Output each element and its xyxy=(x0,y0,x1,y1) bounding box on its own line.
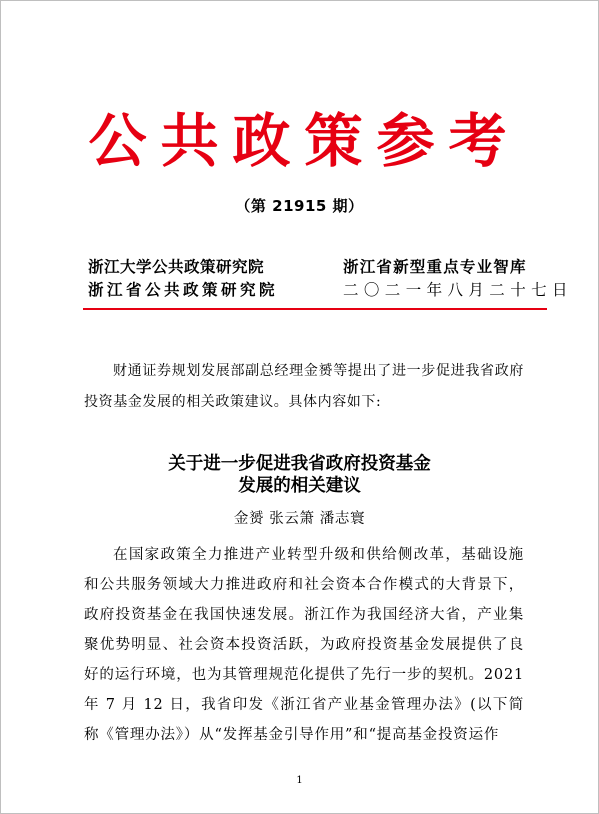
article-title-line-1: 关于进一步促进我省政府投资基金 xyxy=(168,454,431,474)
org-left-1: 浙江大学公共政策研究院 xyxy=(88,257,265,276)
authors: 金赟 张云箫 潘志寰 xyxy=(233,511,366,527)
org-left-2: 浙江省公共政策研究院 xyxy=(88,280,279,299)
masthead-title: 公共政策参考 xyxy=(88,107,521,175)
article-title xyxy=(1,453,598,497)
publication-date: 二〇二一年八月二十七日 xyxy=(343,281,573,299)
body-paragraph: 在国家政策全力推进产业转型升级和供给侧改革，基础设施和公共服务领域大力推进政府和社会资本合作模式的大背景下，政府投资基金在我国快速发展。浙江作为我国经济大省，产业集聚优势明显、社会资本投资活跃，为政府投资基金发展提供了良好的运行环境，也为其管理规范化提供了先行一步的契机。2021年 7 月 12 日，我省印发《浙江省产业基金管理办法》(以下简称《管理办法》）从“发挥基金引导作用”和“提高基金投资运作 xyxy=(84,547,524,743)
intro-paragraph: 财通证券规划发展部副总经理金赟等提出了进一步促进我省政府投资基金发展的相关政策建议。具体内容如下: xyxy=(84,363,524,410)
article-title-line-2: 发展的相关建议 xyxy=(238,476,361,496)
page-number: 1 xyxy=(296,775,303,786)
issue-number: （第 21915 期） xyxy=(235,197,364,215)
org-right-1: 浙江省新型重点专业智库 xyxy=(343,257,527,276)
header-divider xyxy=(83,308,547,310)
